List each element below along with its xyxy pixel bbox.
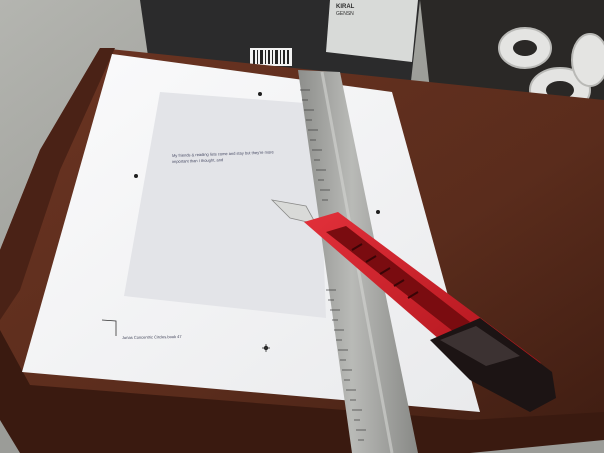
box-label-line-1: KIRAL: [336, 4, 355, 10]
page-footer-text: Jonas Concentric Circles.book 47: [121, 333, 182, 340]
page-body-text-line-2: important than I thought, and: [171, 157, 224, 164]
registration-mark-top: [258, 92, 262, 96]
box-label-line-2: GENSN: [336, 11, 354, 17]
registration-mark-left: [134, 174, 138, 178]
barcode: [250, 48, 292, 66]
registration-mark-right: [376, 210, 380, 214]
page-body-text-line-1: My friends & reading lists come and stay but they're more: [171, 149, 274, 158]
